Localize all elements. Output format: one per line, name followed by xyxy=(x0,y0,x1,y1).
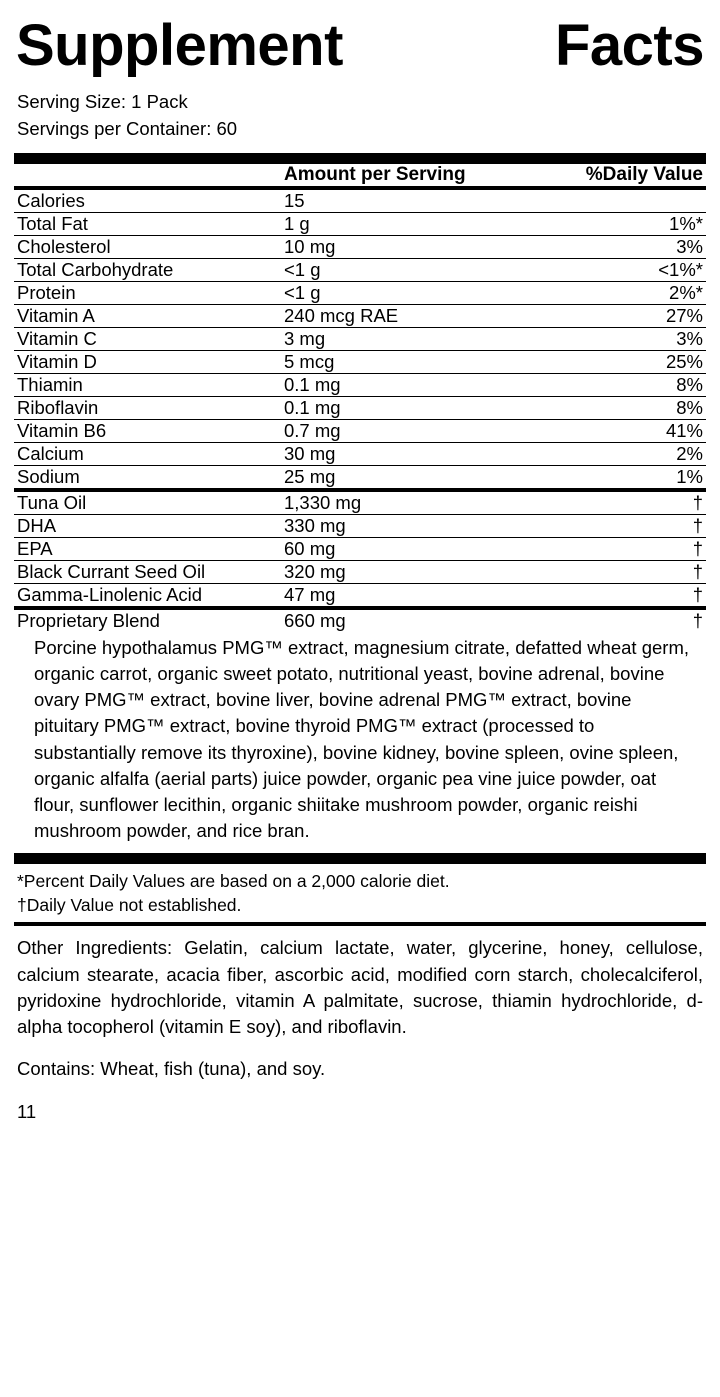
row-amount: 320 mg xyxy=(284,560,554,583)
row-amount: 240 mcg RAE xyxy=(284,304,554,327)
row-name: Proprietary Blend xyxy=(14,608,284,632)
table-row xyxy=(14,583,706,608)
table-row xyxy=(14,396,706,419)
row-dv: <1%* xyxy=(554,258,706,281)
row-name: Thiamin xyxy=(14,373,284,396)
nutrition-rows-group1 xyxy=(14,190,706,632)
row-dv: † xyxy=(554,583,706,608)
nutrition-table xyxy=(14,164,706,186)
serving-info xyxy=(14,89,706,143)
row-name: Black Currant Seed Oil xyxy=(14,560,284,583)
row-amount: 1,330 mg xyxy=(284,490,554,515)
row-name: Calcium xyxy=(14,442,284,465)
row-name: Total Fat xyxy=(14,212,284,235)
row-dv: † xyxy=(554,490,706,515)
table-row xyxy=(14,258,706,281)
row-amount: 0.1 mg xyxy=(284,396,554,419)
table-row xyxy=(14,350,706,373)
row-dv: 2%* xyxy=(554,281,706,304)
table-row xyxy=(14,327,706,350)
table-row xyxy=(14,560,706,583)
row-amount: 330 mg xyxy=(284,514,554,537)
footnotes xyxy=(14,864,706,923)
row-dv: 8% xyxy=(554,396,706,419)
row-dv: 1% xyxy=(554,465,706,490)
row-dv: † xyxy=(554,560,706,583)
table-row xyxy=(14,514,706,537)
row-name: DHA xyxy=(14,514,284,537)
row-amount: 3 mg xyxy=(284,327,554,350)
footnote-percent-daily-value: *Percent Daily Values are based on a 2,000 calorie diet. xyxy=(17,870,450,891)
page-title xyxy=(14,14,706,77)
title-word-supplement: Supplement xyxy=(16,13,343,78)
page-number: 11 xyxy=(17,1100,37,1122)
servings-per-container: Servings per Container: 60 xyxy=(17,117,238,139)
header-daily-value: %Daily Value xyxy=(585,163,703,185)
title-word-facts: Facts xyxy=(554,13,704,78)
footnote-dagger: †Daily Value not established. xyxy=(17,895,242,916)
table-row xyxy=(14,442,706,465)
row-dv: 27% xyxy=(554,304,706,327)
table-header-row xyxy=(14,164,706,186)
row-name: Protein xyxy=(14,281,284,304)
row-name: Sodium xyxy=(14,465,284,490)
serving-size: Serving Size: 1 Pack xyxy=(17,90,188,112)
other-ingredients: Other Ingredients: Gelatin, calcium lactate, water, glycerine, honey, cellulose, calcium stearate, acacia fiber, ascorbic acid, modified corn starch, cholecalciferol, pyridoxine hydrochloride, vitamin A palmitate, sucrose, thiamin hydrochloride, d-alpha tocopherol (vitamin E soy), and riboflavin. xyxy=(17,937,703,1038)
row-amount: 10 mg xyxy=(284,235,554,258)
table-row xyxy=(14,465,706,490)
table-row xyxy=(14,281,706,304)
row-name: Tuna Oil xyxy=(14,490,284,515)
row-amount: 0.7 mg xyxy=(284,419,554,442)
table-row xyxy=(14,304,706,327)
proprietary-blend-row xyxy=(14,608,706,632)
row-dv: † xyxy=(554,537,706,560)
row-amount: <1 g xyxy=(284,258,554,281)
row-dv: 3% xyxy=(554,327,706,350)
table-row xyxy=(14,490,706,515)
row-name: Total Carbohydrate xyxy=(14,258,284,281)
row-dv: 25% xyxy=(554,350,706,373)
row-name: Gamma-Linolenic Acid xyxy=(14,583,284,608)
proprietary-blend-ingredients: Porcine hypothalamus PMG™ extract, magnesium citrate, defatted wheat germ, organic carrot, organic sweet potato, nutritional yeast, bovine adrenal, bovine ovary PMG™ extract, bovine liver, bovine adrenal PMG™ extract, bovine pituitary PMG™ extract, bovine thyroid PMG™ extract (processed to substantially remove its thyroxine), bovine kidney, bovine spleen, ovine spleen, organic alfalfa (aerial parts) juice powder, organic pea vine juice powder, oat flour, sunflower lecithin, organic shiitake mushroom powder, organic reishi mushroom powder, and rice bran. xyxy=(34,636,689,842)
row-dv: † xyxy=(554,608,706,632)
row-amount: 47 mg xyxy=(284,583,554,608)
contains-allergens: Contains: Wheat, fish (tuna), and soy. xyxy=(17,1058,326,1080)
row-amount: 1 g xyxy=(284,212,554,235)
row-name: EPA xyxy=(14,537,284,560)
header-blank xyxy=(14,164,284,186)
table-row xyxy=(14,190,706,213)
row-name: Vitamin A xyxy=(14,304,284,327)
row-amount: 660 mg xyxy=(284,608,554,632)
row-amount: 25 mg xyxy=(284,465,554,490)
row-dv: † xyxy=(554,514,706,537)
row-dv: 3% xyxy=(554,235,706,258)
row-amount: 30 mg xyxy=(284,442,554,465)
row-dv: 1%* xyxy=(554,212,706,235)
divider-thick-top xyxy=(14,153,706,164)
table-row xyxy=(14,373,706,396)
row-name: Vitamin C xyxy=(14,327,284,350)
row-dv: 8% xyxy=(554,373,706,396)
row-amount: 5 mcg xyxy=(284,350,554,373)
row-amount: 15 xyxy=(284,189,305,211)
table-row xyxy=(14,235,706,258)
table-row xyxy=(14,212,706,235)
row-name: Calories xyxy=(17,189,85,211)
row-name: Vitamin D xyxy=(14,350,284,373)
row-name: Riboflavin xyxy=(14,396,284,419)
row-amount: <1 g xyxy=(284,281,554,304)
divider-thick-footnotes xyxy=(14,853,706,864)
row-name: Vitamin B6 xyxy=(14,419,284,442)
row-dv xyxy=(554,190,706,213)
row-dv: 41% xyxy=(554,419,706,442)
row-name: Cholesterol xyxy=(14,235,284,258)
table-row xyxy=(14,419,706,442)
table-row xyxy=(14,537,706,560)
row-dv: 2% xyxy=(554,442,706,465)
header-amount-per-serving: Amount per Serving xyxy=(284,163,466,185)
row-amount: 0.1 mg xyxy=(284,373,554,396)
row-amount: 60 mg xyxy=(284,537,554,560)
